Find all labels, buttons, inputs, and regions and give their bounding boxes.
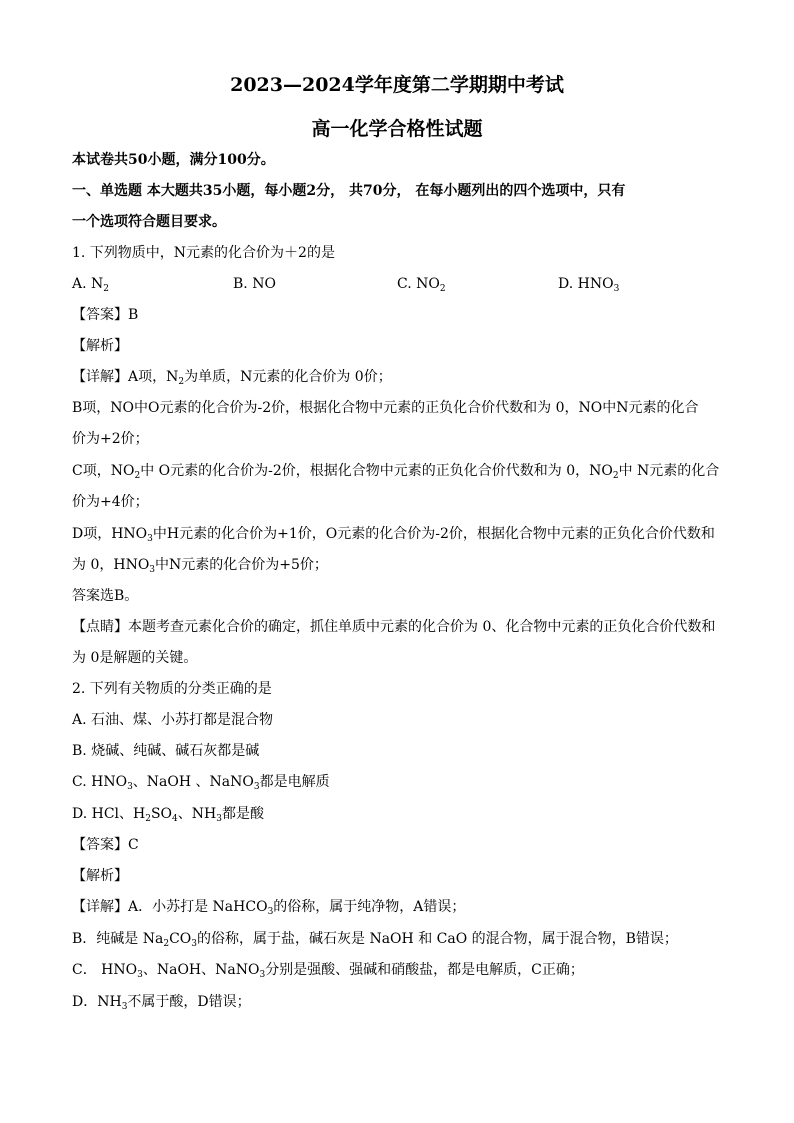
q1-stem: 1. 下列物质中，N元素的化合价为＋2的是 [72, 245, 335, 261]
q1-answer: 【答案】B [72, 307, 139, 323]
q2-detail-4: D．$NH_3$不属于酸，D错误； [72, 994, 251, 1012]
q1-detail-4: C项，$NO_2$中 O元素的化合价为-2价，根据化合物中元素的正负化合价代数和为 0，$NO_2$中 N元素的化合 [72, 463, 720, 481]
q1-analysis-heading: 【解析】 [72, 338, 128, 354]
q2-option-c: C. $HNO_3$、NaOH 、NaNO$_3$都是电解质 [72, 774, 330, 792]
q1-option-d: D. $HNO_3$ [558, 276, 620, 294]
q2-detail-1: 【详解】A．小苏打是 NaHCO$_3$的俗称，属于纯净物，A错误； [72, 899, 466, 917]
q2-option-a: A. 石油、煤、小苏打都是混合物 [72, 712, 274, 728]
section-heading-line2: 一个选项符合题目要求。 [72, 214, 226, 230]
q2-stem: 2. 下列有关物质的分类正确的是 [72, 681, 272, 697]
q2-answer: 【答案】C [72, 837, 139, 853]
q1-detail-9: 【点睛】本题考查元素化合价的确定，抓住单质中元素的化合价为 0、化合物中元素的正负化合价代数和 [72, 619, 716, 635]
q1-option-b: B. NO [233, 276, 276, 292]
q1-detail-6: D项，$HNO_3$中H元素的化合价为+1价，O元素的化合价为-2价，根据化合物中元素的正负化合价代数和 [72, 526, 715, 544]
section-heading-line1: 一、单选题 本大题共35小题，每小题2分， 共70分， 在每小题列出的四个选项中，只有 [72, 183, 626, 199]
q2-option-d: D. HCl、$H_2SO_4$、$NH_3$都是酸 [72, 806, 264, 824]
q1-detail-8: 答案选B。 [72, 588, 139, 604]
document-title: 2023—2024学年度第二学期期中考试 [230, 74, 564, 96]
q1-detail-5: 价为+4价； [72, 494, 149, 510]
q2-detail-2: B．纯碱是 $Na_2CO_3$的俗称，属于盐，碱石灰是 NaOH 和 CaO 的混合物，属于混合物，B错误； [72, 931, 678, 949]
q1-detail-2: B项，NO中O元素的化合价为-2价，根据化合物中元素的正负化合价代数和为 0，NO中N元素的化合 [72, 400, 699, 416]
q1-option-c: C. $NO_2$ [397, 276, 446, 294]
q1-detail-10: 为 0是解题的关键。 [72, 650, 198, 666]
exam-intro: 本试卷共50小题，满分100分。 [72, 152, 275, 168]
q1-detail-3: 价为+2价； [72, 431, 149, 447]
q2-analysis-heading: 【解析】 [72, 868, 128, 884]
q2-detail-3: C． $HNO_3$、NaOH、NaNO$_3$分别是强酸、强碱和硝酸盐，都是电解质，C正确； [72, 962, 584, 980]
q1-detail-7: 为 0，$HNO_3$中N元素的化合价为+5价； [72, 557, 328, 575]
q2-option-b: B. 烧碱、纯碱、碱石灰都是碱 [72, 743, 260, 759]
q1-detail-1: 【详解】A项，$N_2$为单质，N元素的化合价为 0价； [72, 369, 392, 387]
document-subtitle: 高一化学合格性试题 [311, 118, 483, 140]
q1-option-a: A. $N_2$ [72, 276, 109, 294]
